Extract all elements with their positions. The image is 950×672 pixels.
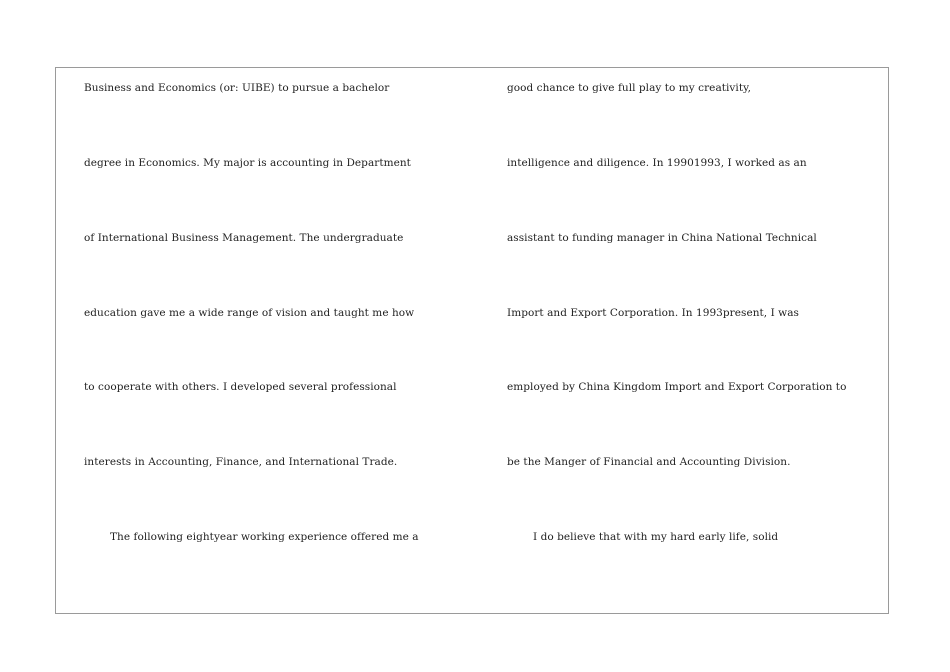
text-line: education gave me a wide range of vision and taught me how [84, 307, 415, 319]
text-line: assistant to funding manager in China National Technical [507, 232, 817, 244]
paragraph-start-line: I do believe that with my hard early life, solid [533, 531, 779, 543]
document-page [55, 67, 889, 614]
paragraph-start-line: The following eightyear working experience offered me a [110, 531, 419, 543]
text-line: degree in Economics. My major is accounting in Department [84, 157, 411, 169]
text-line: employed by China Kingdom Import and Export Corporation to [507, 381, 847, 393]
text-line: interests in Accounting, Finance, and International Trade. [84, 456, 398, 468]
text-line: Business and Economics (or: UIBE) to pursue a bachelor [84, 82, 390, 94]
text-line: to cooperate with others. I developed several professional [84, 381, 397, 393]
text-line: Import and Export Corporation. In 1993present, I was [507, 307, 799, 319]
text-line: of International Business Management. The undergraduate [84, 232, 404, 244]
text-line: good chance to give full play to my creativity, [507, 82, 752, 94]
text-line: intelligence and diligence. In 19901993, I worked as an [507, 157, 807, 169]
text-line: be the Manger of Financial and Accounting Division. [507, 456, 791, 468]
